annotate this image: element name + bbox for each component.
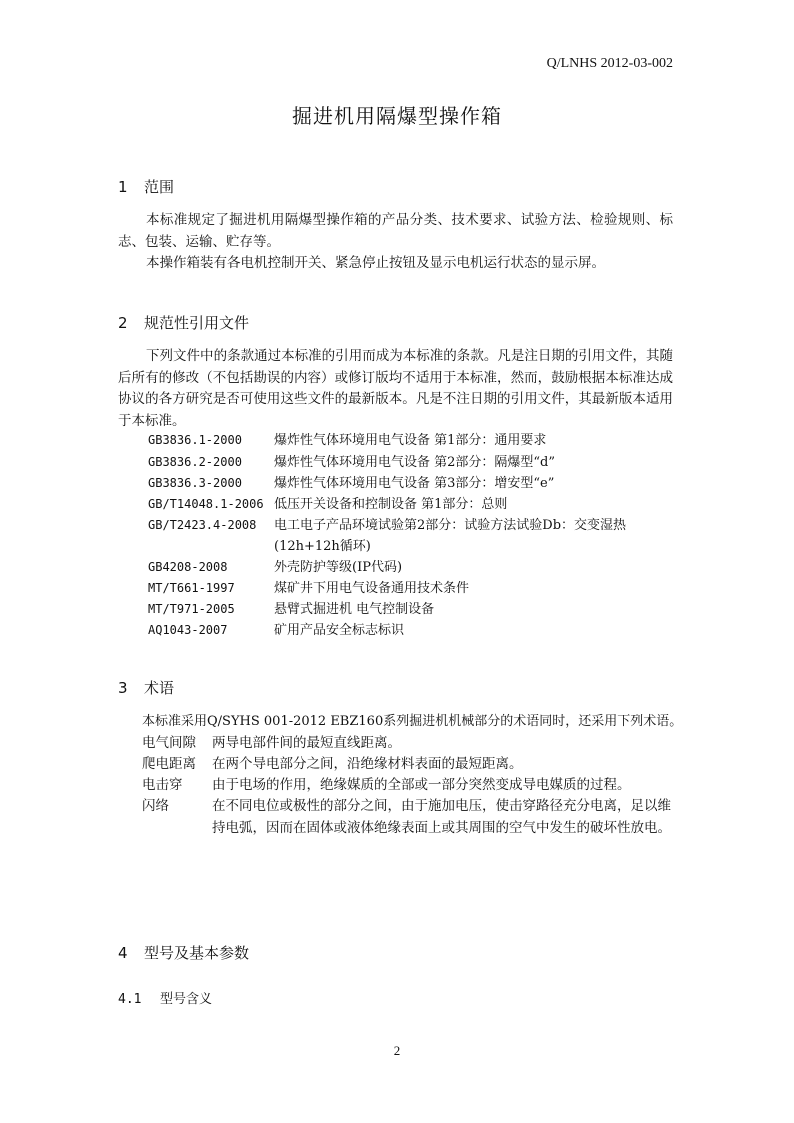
reference-title: 低压开关设备和控制设备 第1部分：总则 [274, 497, 508, 512]
reference-item [148, 620, 404, 642]
section-4-heading [118, 942, 249, 963]
reference-item [148, 473, 554, 495]
section-1-paragraph-2: 本操作箱装有各电机控制开关、紧急停止按钮及显示电机运行状态的显示屏。 [146, 255, 605, 271]
subsection-title: 型号含义 [160, 992, 213, 1007]
term-name: 爬电距离 [142, 756, 196, 772]
term-item [142, 796, 673, 839]
section-title: 规范性引用文件 [144, 314, 250, 332]
term-name: 电气间隙 [142, 735, 196, 751]
reference-code: MT/T971-2005 [148, 602, 235, 616]
reference-code: AQ1043-2007 [148, 623, 228, 637]
reference-title: 爆炸性气体环境用电气设备 第1部分：通用要求 [274, 433, 547, 448]
reference-item [148, 515, 626, 537]
section-3-intro: 本标准采用Q/SYHS 001-2012 EBZ160系列掘进机机械部分的术语同时，还采用下列术语。 [142, 714, 683, 729]
section-3-heading [118, 677, 174, 698]
reference-item [148, 599, 434, 621]
section-number: 4 [118, 944, 128, 962]
reference-item [148, 452, 555, 474]
section-number: 1 [118, 178, 128, 196]
reference-code: GB3836.2-2000 [148, 455, 242, 469]
reference-title: 爆炸性气体环境用电气设备 第3部分：增安型“e” [274, 476, 555, 491]
reference-item [148, 430, 546, 452]
section-1-heading [118, 176, 174, 197]
reference-code: GB/T2423.4-2008 [148, 518, 257, 532]
term-definition: 两导电部件间的最短直线距离。 [212, 735, 401, 751]
section-title: 型号及基本参数 [144, 944, 250, 962]
term-name: 电击穿 [142, 777, 183, 793]
reference-item [148, 557, 402, 579]
subsection-number: 4.1 [118, 992, 142, 1007]
term-item [142, 733, 673, 755]
reference-title: 悬臂式掘进机 电气控制设备 [274, 602, 435, 617]
reference-title: 外壳防护等级(IP代码) [274, 560, 403, 575]
section-2-paragraph: 下列文件中的条款通过本标准的引用而成为本标准的条款。凡是注日期的引用文件，其随后所有的修改（不包括勘误的内容）或修订版均不适用于本标准，然而，鼓励根据本标准达成协议的各方研究是否可使用这些文件的最新版本。凡是不注日期的引用文件，其最新版本适用于本标准。 [118, 348, 673, 429]
term-name: 闪络 [142, 798, 169, 814]
reference-title-continuation: (12h+12h循环) [274, 539, 371, 554]
term-definition: 由于电场的作用，绝缘媒质的全部或一部分突然变成导电媒质的过程。 [212, 777, 631, 793]
reference-item [148, 578, 469, 600]
section-title: 术语 [144, 679, 175, 697]
subsection-4-1-heading [118, 988, 212, 1007]
section-title: 范围 [144, 178, 175, 196]
section-number: 3 [118, 679, 128, 697]
reference-code: GB3836.1-2000 [148, 433, 242, 447]
term-definition: 在两个导电部分之间，沿绝缘材料表面的最短距离。 [212, 756, 523, 772]
reference-title: 电工电子产品环境试验第2部分：试验方法试验Db：交变湿热 [274, 518, 627, 533]
section-2-heading [118, 312, 249, 333]
section-number: 2 [118, 314, 128, 332]
reference-title: 矿用产品安全标志标识 [274, 623, 405, 638]
term-item [142, 775, 673, 797]
page-number: 2 [393, 1043, 401, 1058]
reference-code: GB/T14048.1-2006 [148, 497, 264, 511]
section-1-paragraph-1: 本标准规定了掘进机用隔爆型操作箱的产品分类、技术要求、试验方法、检验规则、标志、包装、运输、贮存等。 [118, 212, 673, 250]
reference-code: GB4208-2008 [148, 560, 228, 574]
reference-code: MT/T661-1997 [148, 581, 235, 595]
reference-title: 煤矿井下用电气设备通用技术条件 [274, 581, 470, 596]
document-number: Q/LNHS 2012-03-002 [546, 56, 673, 71]
reference-item [148, 494, 507, 516]
document-title: 掘进机用隔爆型操作箱 [292, 104, 502, 128]
reference-title: 爆炸性气体环境用电气设备 第2部分：隔爆型“d” [274, 455, 556, 470]
term-item [142, 754, 673, 776]
term-definition: 在不同电位或极性的部分之间，由于施加电压，使击穿路径充分电离，足以维持电弧，因而在固体或液体绝缘表面上或其周围的空气中发生的破坏性放电。 [212, 798, 671, 836]
reference-code: GB3836.3-2000 [148, 476, 242, 490]
